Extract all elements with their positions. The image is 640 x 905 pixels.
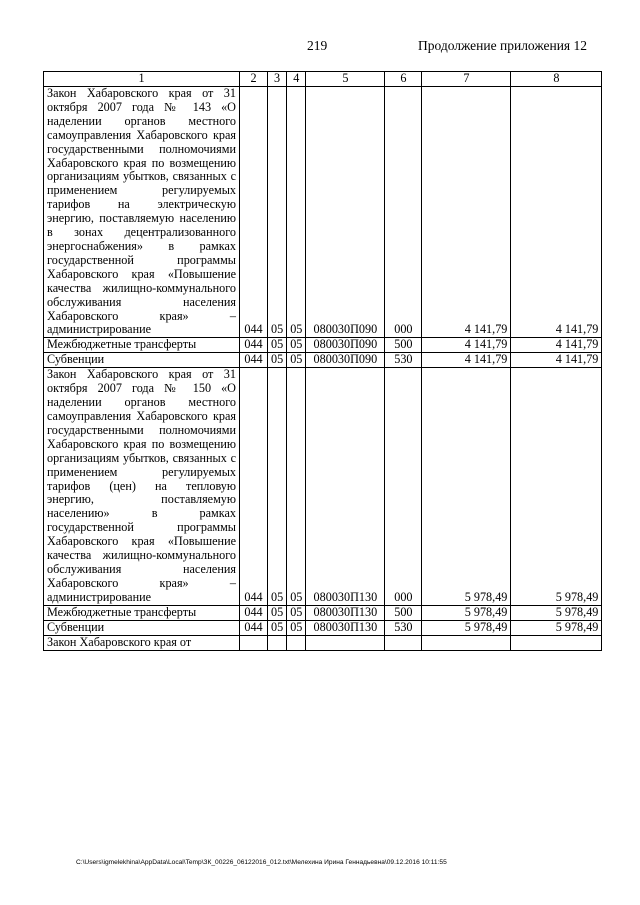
section-code — [268, 635, 287, 650]
row-name: Межбюджетные трансферты — [44, 338, 240, 353]
expense-type-code: 530 — [385, 620, 422, 635]
section-code: 05 — [268, 87, 287, 338]
amount-col7: 4 141,79 — [422, 338, 511, 353]
subsection-code: 05 — [287, 605, 306, 620]
row-name: Закон Хабаровского края от — [44, 635, 240, 650]
row-name: Субвенции — [44, 620, 240, 635]
expense-type-code: 500 — [385, 605, 422, 620]
expense-type-code: 000 — [385, 87, 422, 338]
target-article-code — [306, 635, 385, 650]
column-number: 3 — [268, 72, 287, 87]
expense-type-code: 000 — [385, 368, 422, 605]
target-article-code: 080030П090 — [306, 353, 385, 368]
expense-type-code — [385, 635, 422, 650]
amount-col8: 4 141,79 — [511, 338, 602, 353]
ministry-code: 044 — [240, 87, 268, 338]
section-code: 05 — [268, 605, 287, 620]
section-code: 05 — [268, 620, 287, 635]
section-code: 05 — [268, 338, 287, 353]
amount-col8: 5 978,49 — [511, 368, 602, 605]
amount-col8: 4 141,79 — [511, 353, 602, 368]
table-row — [44, 353, 602, 368]
ministry-code — [240, 635, 268, 650]
row-name: Межбюджетные трансферты — [44, 605, 240, 620]
table-row — [44, 368, 602, 605]
target-article-code: 080030П130 — [306, 368, 385, 605]
amount-col7: 5 978,49 — [422, 605, 511, 620]
column-number: 1 — [44, 72, 240, 87]
amount-col7 — [422, 635, 511, 650]
table-row — [44, 620, 602, 635]
amount-col8 — [511, 635, 602, 650]
target-article-code: 080030П130 — [306, 605, 385, 620]
row-name: Закон Хабаровского края от 31 октября 2007 года № 150 «О наделении органов местного самоуправления Хабаровского края государственными полномочиями Хабаровского края по возмещению организациям убытков, связанных с применением регулируемых тарифов (цен) на тепловую энергию, поставляемую населению» в рамках государственной программы Хабаровского края «Повышение качества жилищно-коммунального обслуживания населения Хабаровского края» – администрирование — [44, 368, 240, 605]
section-code: 05 — [268, 368, 287, 605]
column-number: 8 — [511, 72, 602, 87]
subsection-code: 05 — [287, 620, 306, 635]
table-row — [44, 87, 602, 338]
column-number: 5 — [306, 72, 385, 87]
ministry-code: 044 — [240, 605, 268, 620]
subsection-code: 05 — [287, 87, 306, 338]
budget-table — [43, 71, 602, 651]
amount-col7: 5 978,49 — [422, 368, 511, 605]
amount-col8: 5 978,49 — [511, 605, 602, 620]
ministry-code: 044 — [240, 338, 268, 353]
column-number: 6 — [385, 72, 422, 87]
column-number: 4 — [287, 72, 306, 87]
amount-col8: 4 141,79 — [511, 87, 602, 338]
column-number: 7 — [422, 72, 511, 87]
amount-col7: 4 141,79 — [422, 353, 511, 368]
column-number-row — [44, 72, 602, 87]
table-row — [44, 635, 602, 650]
target-article-code: 080030П130 — [306, 620, 385, 635]
subsection-code: 05 — [287, 368, 306, 605]
subsection-code: 05 — [287, 338, 306, 353]
file-path-footer: C:\Users\igmelekhina\AppData\Local\Temp\ЗК_00226_06122016_012.txt\Мелехина Ирина Геннадьевна\09.12.2016 10:11:55 — [76, 859, 447, 866]
ministry-code: 044 — [240, 368, 268, 605]
target-article-code: 080030П090 — [306, 338, 385, 353]
expense-type-code: 530 — [385, 353, 422, 368]
section-code: 05 — [268, 353, 287, 368]
appendix-continuation-label: Продолжение приложения 12 — [418, 38, 588, 53]
subsection-code — [287, 635, 306, 650]
table-row — [44, 338, 602, 353]
ministry-code: 044 — [240, 620, 268, 635]
ministry-code: 044 — [240, 353, 268, 368]
target-article-code: 080030П090 — [306, 87, 385, 338]
row-name: Закон Хабаровского края от 31 октября 2007 года № 143 «О наделении органов местного самоуправления Хабаровского края государственными полномочиями Хабаровского края по возмещению организациям убытков, связанных с применением регулируемых тарифов на электрическую энергию, поставляемую населению в зонах децентрализованного энергоснабжения» в рамках государственной программы Хабаровского края «Повышение качества жилищно-коммунального обслуживания населения Хабаровского края» – администрирование — [44, 87, 240, 338]
amount-col7: 4 141,79 — [422, 87, 511, 338]
expense-type-code: 500 — [385, 338, 422, 353]
column-number: 2 — [240, 72, 268, 87]
table-row — [44, 605, 602, 620]
page-header — [0, 38, 640, 58]
amount-col8: 5 978,49 — [511, 620, 602, 635]
row-name: Субвенции — [44, 353, 240, 368]
amount-col7: 5 978,49 — [422, 620, 511, 635]
subsection-code: 05 — [287, 353, 306, 368]
page-number: 219 — [307, 38, 328, 53]
